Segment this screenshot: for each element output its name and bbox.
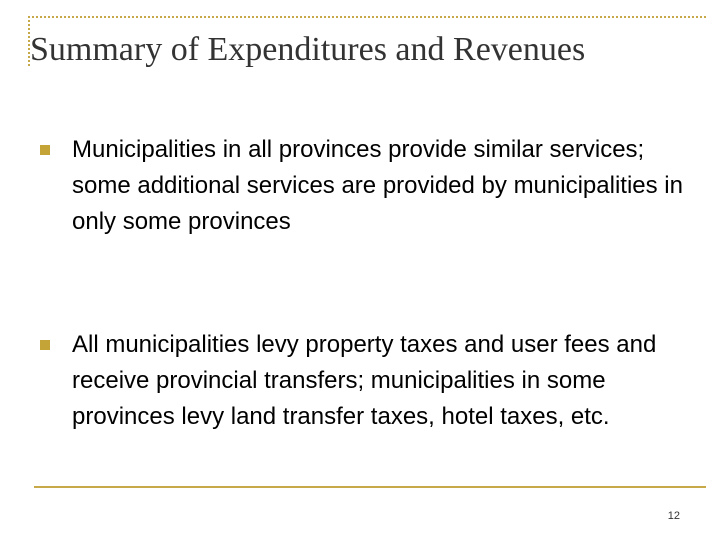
bottom-decorative-rule bbox=[34, 486, 706, 488]
bullet-marker-icon bbox=[40, 340, 50, 350]
slide-title: Summary of Expenditures and Revenues bbox=[30, 31, 586, 68]
bullet-marker-icon bbox=[40, 145, 50, 155]
bullet-item-2: All municipalities levy property taxes and user fees and receive provincial transfers; municipalities in some provinces levy land transfer taxes, hotel taxes, etc. bbox=[72, 331, 657, 430]
page-number: 12 bbox=[667, 510, 680, 522]
bullet-item-1: Municipalities in all provinces provide similar services; some additional services are provided by municipalities in only some provinces bbox=[72, 136, 683, 235]
